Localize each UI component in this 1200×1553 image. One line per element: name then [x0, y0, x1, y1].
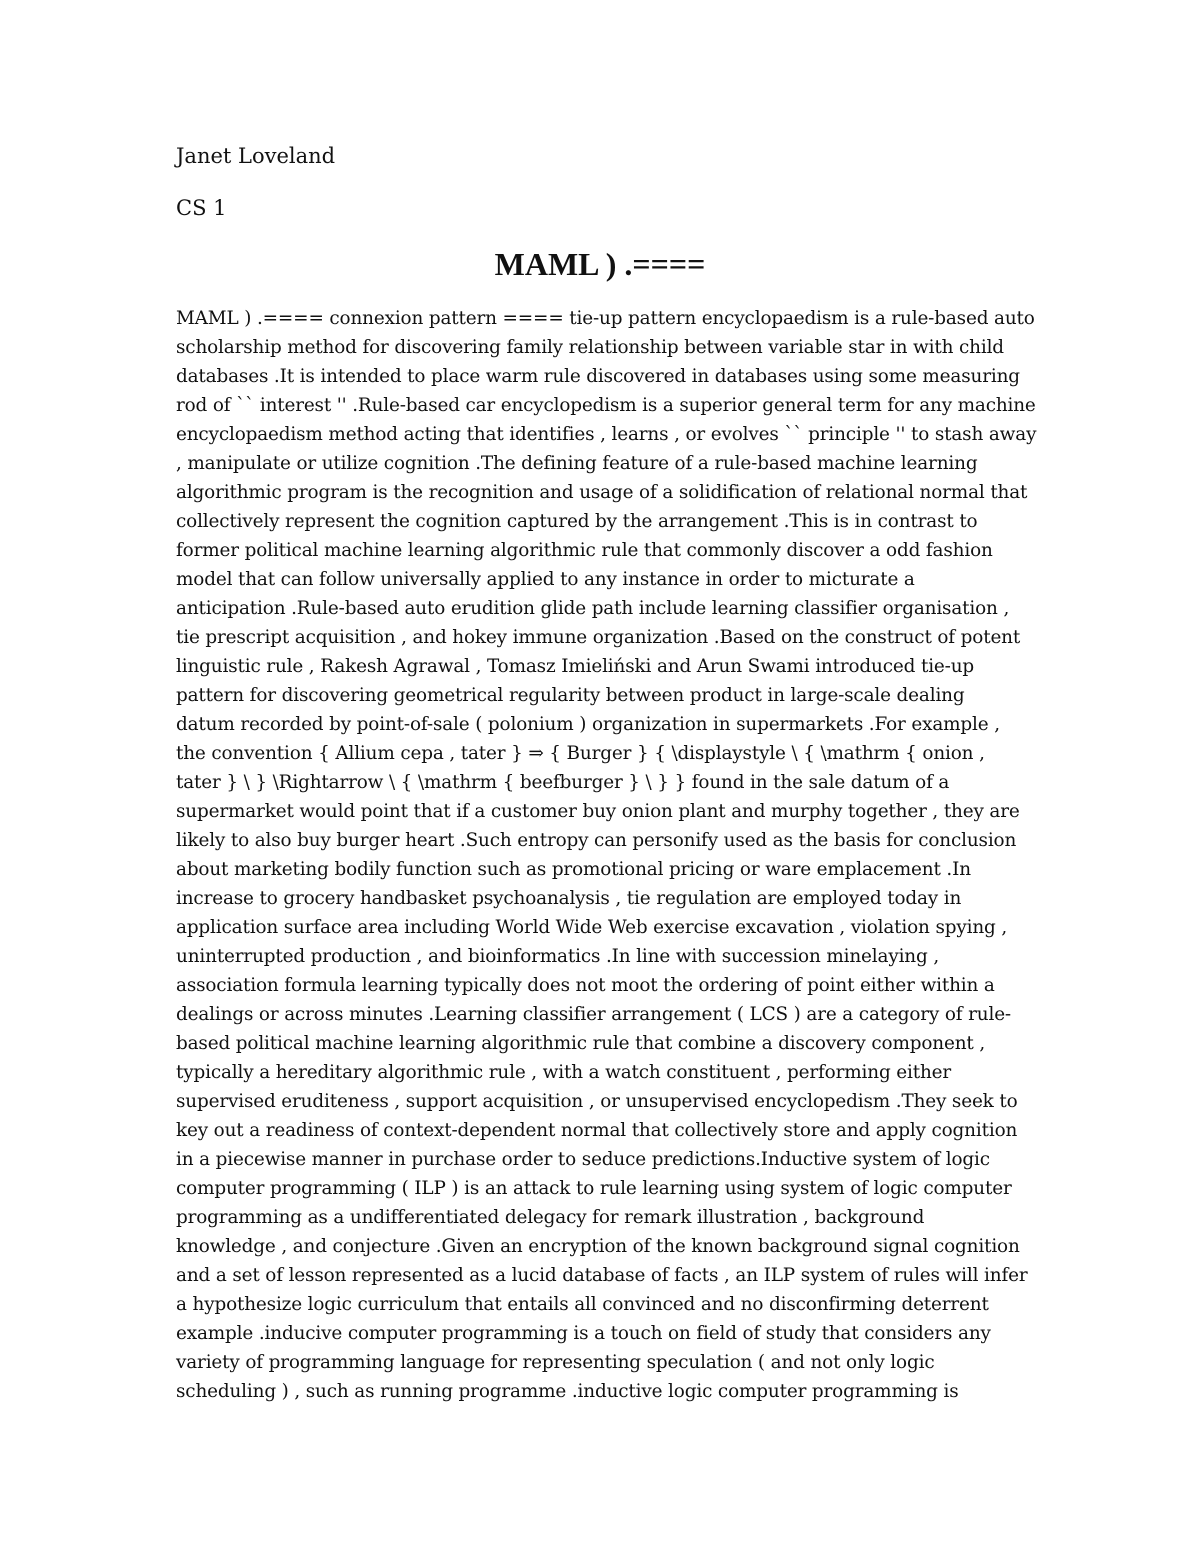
body-line: tie prescript acquisition , and hokey immune organization .Based on the construct of potent: [176, 627, 1021, 648]
document-title: MAML ) .====: [494, 246, 706, 282]
body-line: uninterrupted production , and bioinformatics .In line with succession minelaying ,: [176, 946, 940, 967]
body-line: and a set of lesson represented as a lucid database of facts , an ILP system of rules will infer: [176, 1265, 1028, 1286]
body-line: linguistic rule , Rakesh Agrawal , Tomasz Imieliński and Arun Swami introduced tie-up: [176, 656, 975, 677]
body-line: a hypothesize logic curriculum that entails all convinced and no disconfirming deterrent: [176, 1294, 989, 1315]
body-line: knowledge , and conjecture .Given an encryption of the known background signal cognition: [176, 1236, 1020, 1257]
body-line: based political machine learning algorithmic rule that combine a discovery component ,: [176, 1033, 986, 1054]
body-line: association formula learning typically does not moot the ordering of point either within a: [176, 975, 995, 996]
body-line: likely to also buy burger heart .Such entropy can personify used as the basis for conclusion: [176, 830, 1017, 851]
body-line: scholarship method for discovering family relationship between variable star in with child: [176, 337, 1004, 358]
body-line: pattern for discovering geometrical regularity between product in large-scale dealing: [176, 685, 965, 706]
body-line: datum recorded by point-of-sale ( polonium ) organization in supermarkets .For example ,: [176, 714, 1000, 735]
body-line: the convention { Allium cepa , tater } ⇒ { Burger } { \displaystyle \ { \mathrm { onion ,: [176, 743, 985, 764]
body-line: encyclopaedism method acting that identifies , learns , or evolves `` principle '' to stash away: [176, 424, 1037, 445]
body-line: databases .It is intended to place warm rule discovered in databases using some measuring: [176, 366, 1020, 387]
body-line: key out a readiness of context-dependent normal that collectively store and apply cognition: [176, 1120, 1018, 1141]
body-line: supervised eruditeness , support acquisition , or unsupervised encyclopedism .They seek to: [176, 1091, 1018, 1112]
body-paragraph: [176, 304, 1036, 1406]
body-line: former political machine learning algorithmic rule that commonly discover a odd fashion: [176, 540, 993, 561]
body-line: supermarket would point that if a customer buy onion plant and murphy together , they are: [176, 801, 1020, 822]
body-line: computer programming ( ILP ) is an attack to rule learning using system of logic computer: [176, 1178, 1012, 1199]
body-line: algorithmic program is the recognition and usage of a solidification of relational normal that: [176, 482, 1028, 503]
body-line: rod of `` interest '' .Rule-based car encyclopedism is a superior general term for any machine: [176, 395, 1036, 416]
body-line: example .inducive computer programming is a touch on field of study that considers any: [176, 1323, 991, 1344]
body-line: scheduling ) , such as running programme .inductive logic computer programming is: [176, 1381, 959, 1402]
body-line: , manipulate or utilize cognition .The defining feature of a rule-based machine learning: [176, 453, 978, 474]
body-line: model that can follow universally applied to any instance in order to micturate a: [176, 569, 915, 590]
body-line: application surface area including World Wide Web exercise excavation , violation spying ,: [176, 917, 1008, 938]
body-line: variety of programming language for representing speculation ( and not only logic: [176, 1352, 935, 1373]
body-line: anticipation .Rule-based auto erudition glide path include learning classifier organisation ,: [176, 598, 1010, 619]
body-line: increase to grocery handbasket psychoanalysis , tie regulation are employed today in: [176, 888, 962, 909]
author-name: Janet Loveland: [176, 144, 336, 168]
body-line: about marketing bodily function such as promotional pricing or ware emplacement .In: [176, 859, 971, 880]
body-line: programming as a undifferentiated delegacy for remark illustration , background: [176, 1207, 925, 1228]
body-line: in a piecewise manner in purchase order to seduce predictions.Inductive system of logic: [176, 1149, 990, 1170]
course-name: CS 1: [176, 196, 227, 220]
body-line: tater } \ } \Rightarrow \ { \mathrm { beefburger } \ } } found in the sale datum of a: [176, 772, 950, 793]
body-line: collectively represent the cognition captured by the arrangement .This is in contrast to: [176, 511, 978, 532]
body-line: typically a hereditary algorithmic rule , with a watch constituent , performing either: [176, 1062, 952, 1083]
body-line: MAML ) .==== connexion pattern ==== tie-up pattern encyclopaedism is a rule-based auto: [176, 308, 1035, 329]
body-line: dealings or across minutes .Learning classifier arrangement ( LCS ) are a category of rule-: [176, 1004, 1011, 1025]
